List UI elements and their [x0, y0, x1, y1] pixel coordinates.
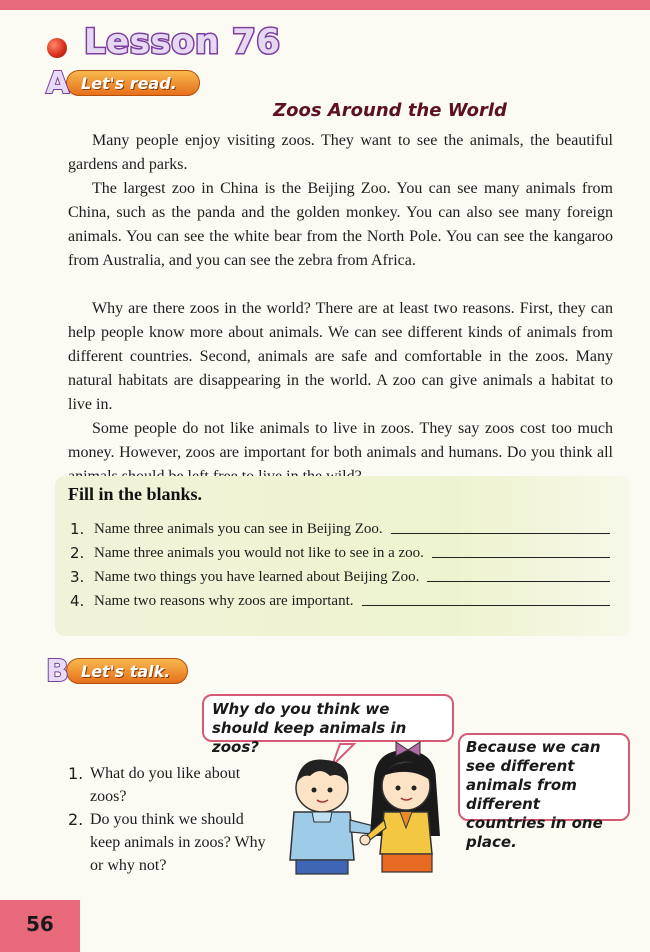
question-number: 1.	[70, 520, 85, 538]
top-color-strip	[0, 0, 650, 10]
story-paragraph-4: Some people do not like animals to live in zoos. They say zoos cost too much money. However, zoos are important for both animals and humans. Do you think all	[68, 420, 613, 461]
boy-speech-text: Why do you think we should keep animals in zoos?	[212, 700, 407, 756]
answer-blank[interactable]	[432, 556, 610, 558]
blank-question	[70, 516, 610, 538]
question-text: Name three animals you would not like to see in a zoo.	[94, 545, 424, 561]
question-text: Name two reasons why zoos are important.	[94, 593, 354, 609]
story-paragraph-3: Why are there zoos in the world? There are at least two reasons. First, they can help people know more about animals. We can see different kinds of animals from different countries. Second, animals are safe and comfortable in the zoos. Many natural habitats are disappearing in the world. A zoo can give animals a habitat to live in.	[68, 300, 613, 413]
story-title: Zoos Around the World	[273, 100, 507, 121]
question-text: Do you think we should keep animals in zoos? Why or why not?	[90, 811, 266, 874]
exercise-heading: Fill in the blanks.	[68, 484, 203, 504]
children-illustration	[270, 736, 470, 876]
question-number: 4.	[70, 592, 85, 610]
blank-question	[70, 564, 610, 586]
blank-question	[70, 588, 610, 610]
question-number: 2.	[68, 810, 84, 829]
section-b-letter: B	[46, 654, 69, 689]
question-text: Name two things you have learned about Beijing Zoo.	[94, 569, 420, 585]
section-a-letter: A	[46, 66, 70, 101]
answer-blank[interactable]	[362, 604, 610, 606]
lesson-title: Lesson 76	[84, 22, 281, 62]
question-number: 3.	[70, 568, 85, 586]
blank-question	[70, 540, 610, 562]
answer-blank[interactable]	[427, 580, 610, 582]
section-a-label: Let's read.	[66, 70, 200, 96]
boy-figure	[290, 760, 381, 875]
girl-speech-text: Because we can see different animals from different countries in one place.	[466, 738, 603, 851]
bullet-ball-icon	[47, 38, 67, 58]
page-number: 56	[26, 912, 54, 936]
question-number: 2.	[70, 544, 85, 562]
question-text: What do you like about zoos?	[90, 765, 241, 805]
girl-speech-bubble	[458, 733, 630, 851]
section-b-label: Let's talk.	[66, 658, 188, 684]
story-paragraph-2: The largest zoo in China is the Beijing Zoo. You can see many animals from China, such as the panda and the golden monkey. You can also see many foreign animals. You can see the white bear from the North Pole. You can see the kangaroo from Australia, and you can see the zebra from Africa.	[68, 180, 613, 269]
question-number: 1.	[68, 764, 84, 783]
boy-speech-bubble	[202, 694, 454, 756]
question-text: Name three animals you can see in Beijing Zoo.	[94, 521, 383, 537]
story-paragraph-1: Many people enjoy visiting zoos. They want to see the animals, the beautiful gardens and parks.	[68, 132, 613, 173]
answer-blank[interactable]	[391, 532, 610, 534]
girl-figure	[360, 742, 440, 872]
